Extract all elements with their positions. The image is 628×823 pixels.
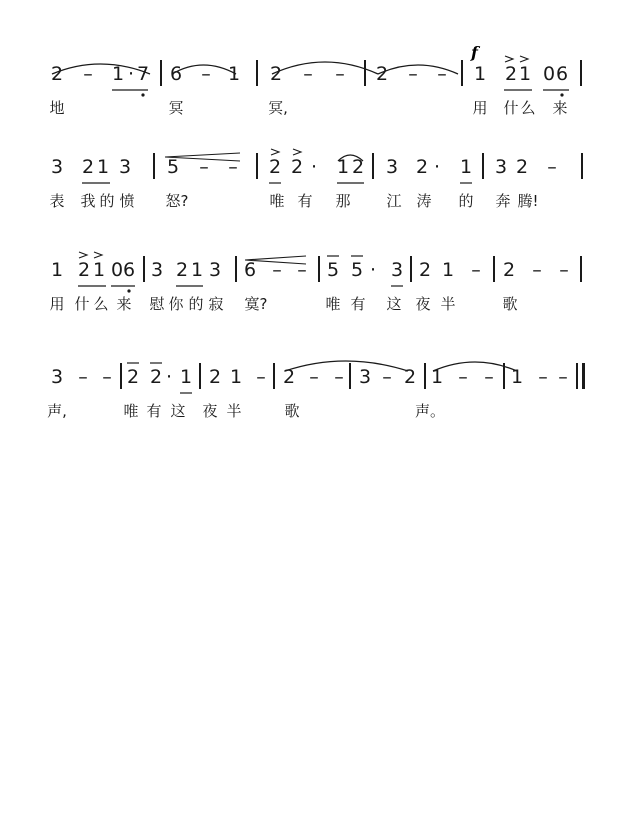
lyric-syllable: 表 (49, 192, 65, 210)
note: 7 (136, 63, 150, 85)
lyric-syllable: 声。 (414, 402, 446, 420)
barline (576, 363, 578, 389)
lyric-syllable: 有 (297, 192, 313, 210)
lyric-syllable: 寂 (208, 295, 224, 313)
note: 1 (96, 156, 110, 178)
barline (256, 60, 258, 86)
note: 6 (122, 259, 136, 281)
notes-row (0, 155, 628, 179)
note: · (369, 259, 377, 281)
note: 1 (190, 259, 204, 281)
note: 1 (459, 156, 473, 178)
note: 3 (494, 156, 508, 178)
barline (256, 153, 258, 179)
lyric-syllable: 夜 (415, 295, 431, 313)
note: 2 (418, 259, 432, 281)
note: 1 (229, 366, 243, 388)
lyrics-row (0, 189, 628, 213)
barline (493, 256, 495, 282)
note: – (256, 366, 266, 388)
note: 2 (403, 366, 417, 388)
barline (349, 363, 351, 389)
score-system-2 (0, 155, 628, 245)
barline (424, 363, 426, 389)
barline (410, 256, 412, 282)
note: 0 (110, 259, 124, 281)
barline (580, 60, 582, 86)
note: – (201, 63, 211, 85)
note: 1 (430, 366, 444, 388)
note: 2 (149, 366, 163, 388)
barline (582, 363, 585, 389)
barline (580, 256, 582, 282)
note: – (272, 259, 282, 281)
note: 1 (510, 366, 524, 388)
note: – (408, 63, 418, 85)
note: 1 (518, 63, 532, 85)
note: – (484, 366, 494, 388)
lyric-syllable: 慰 (149, 295, 165, 313)
lyric-syllable: 来 (552, 99, 568, 117)
note: 3 (385, 156, 399, 178)
lyric-syllable: 唯 (325, 295, 341, 313)
note: 2 (415, 156, 429, 178)
note: 3 (50, 156, 64, 178)
note: – (309, 366, 319, 388)
note: 2 (269, 63, 283, 85)
note: – (83, 63, 93, 85)
lyric-syllable: 涛 (416, 192, 432, 210)
lyric-syllable: 那 (335, 192, 351, 210)
lyric-syllable: 冥 (168, 99, 184, 117)
lyric-syllable: 什 (74, 295, 90, 313)
note: 2 (502, 259, 516, 281)
lyric-syllable: 冥, (268, 99, 288, 117)
note: · (165, 366, 173, 388)
lyric-syllable: 夜 (202, 402, 218, 420)
note: 6 (169, 63, 183, 85)
dynamic-mark: f (471, 43, 478, 62)
lyrics-row (0, 96, 628, 120)
note: 2 (77, 259, 91, 281)
note: 1 (50, 259, 64, 281)
note: 6 (555, 63, 569, 85)
lyric-syllable: 寞? (244, 295, 268, 313)
barline (273, 363, 275, 389)
note: 3 (208, 259, 222, 281)
note: 3 (118, 156, 132, 178)
lyric-syllable: 歌 (284, 402, 300, 420)
lyric-syllable: 的 (99, 192, 115, 210)
note: – (538, 366, 548, 388)
note: 0 (542, 63, 556, 85)
barline (581, 153, 583, 179)
note: 2 (175, 259, 189, 281)
note: – (458, 366, 468, 388)
barline (364, 60, 366, 86)
notes-row (0, 258, 628, 282)
lyric-syllable: 什 (503, 99, 519, 117)
score-system-4 (0, 365, 628, 455)
barline (120, 363, 122, 389)
barline (503, 363, 505, 389)
note: 1 (179, 366, 193, 388)
note: 2 (50, 63, 64, 85)
score-system-3 (0, 258, 628, 348)
lyric-syllable: 半 (440, 295, 456, 313)
note: – (335, 63, 345, 85)
lyric-syllable: 么 (93, 295, 109, 313)
note: 2 (208, 366, 222, 388)
note: 1 (336, 156, 350, 178)
note: 3 (50, 366, 64, 388)
note: – (199, 156, 209, 178)
note: – (334, 366, 344, 388)
lyric-syllable: 腾! (517, 192, 539, 210)
note: 5 (326, 259, 340, 281)
lyric-syllable: 我 (80, 192, 96, 210)
note: – (437, 63, 447, 85)
note: 2 (282, 366, 296, 388)
lyric-syllable: 来 (116, 295, 132, 313)
lyric-syllable: 声, (47, 402, 67, 420)
lyrics-row (0, 292, 628, 316)
note: 1 (441, 259, 455, 281)
note: 1 (473, 63, 487, 85)
note: · (127, 63, 135, 85)
lyric-syllable: 的 (458, 192, 474, 210)
note: – (228, 156, 238, 178)
lyric-syllable: 歌 (502, 295, 518, 313)
lyric-syllable: 愤 (119, 192, 135, 210)
note: – (382, 366, 392, 388)
note: 2 (268, 156, 282, 178)
note: – (558, 366, 568, 388)
lyric-syllable: 江 (386, 192, 402, 210)
note: 2 (351, 156, 365, 178)
lyric-syllable: 这 (170, 402, 186, 420)
lyric-syllable: 这 (386, 295, 402, 313)
note: 2 (290, 156, 304, 178)
note: 3 (150, 259, 164, 281)
note: – (547, 156, 557, 178)
note: 3 (358, 366, 372, 388)
lyric-syllable: 唯 (269, 192, 285, 210)
lyric-syllable: 的 (188, 295, 204, 313)
barline (482, 153, 484, 179)
note: – (559, 259, 569, 281)
note: – (471, 259, 481, 281)
barline (143, 256, 145, 282)
notes-row (0, 365, 628, 389)
note: 1 (111, 63, 125, 85)
note: 1 (92, 259, 106, 281)
barline (153, 153, 155, 179)
note: 2 (126, 366, 140, 388)
note: 2 (515, 156, 529, 178)
lyric-syllable: 地 (49, 99, 65, 117)
lyric-syllable: 唯 (123, 402, 139, 420)
barline (199, 363, 201, 389)
barline (461, 60, 463, 86)
note: 5 (166, 156, 180, 178)
lyric-syllable: 用 (49, 295, 65, 313)
lyric-syllable: 有 (350, 295, 366, 313)
lyric-syllable: 么 (520, 99, 536, 117)
barline (160, 60, 162, 86)
lyric-syllable: 怒? (165, 192, 189, 210)
note: – (303, 63, 313, 85)
barline (372, 153, 374, 179)
note: · (433, 156, 441, 178)
note: 5 (350, 259, 364, 281)
lyric-syllable: 半 (226, 402, 242, 420)
note: – (297, 259, 307, 281)
note: 3 (390, 259, 404, 281)
barline (318, 256, 320, 282)
lyric-syllable: 用 (472, 99, 488, 117)
lyric-syllable: 有 (146, 402, 162, 420)
note: 2 (375, 63, 389, 85)
note: 2 (81, 156, 95, 178)
note: · (310, 156, 318, 178)
barline (235, 256, 237, 282)
lyrics-row (0, 399, 628, 423)
note: 1 (227, 63, 241, 85)
note: – (102, 366, 112, 388)
note: 2 (504, 63, 518, 85)
note: 6 (243, 259, 257, 281)
lyric-syllable: 你 (168, 295, 184, 313)
lyric-syllable: 奔 (495, 192, 511, 210)
notes-row (0, 62, 628, 86)
note: – (78, 366, 88, 388)
note: – (532, 259, 542, 281)
